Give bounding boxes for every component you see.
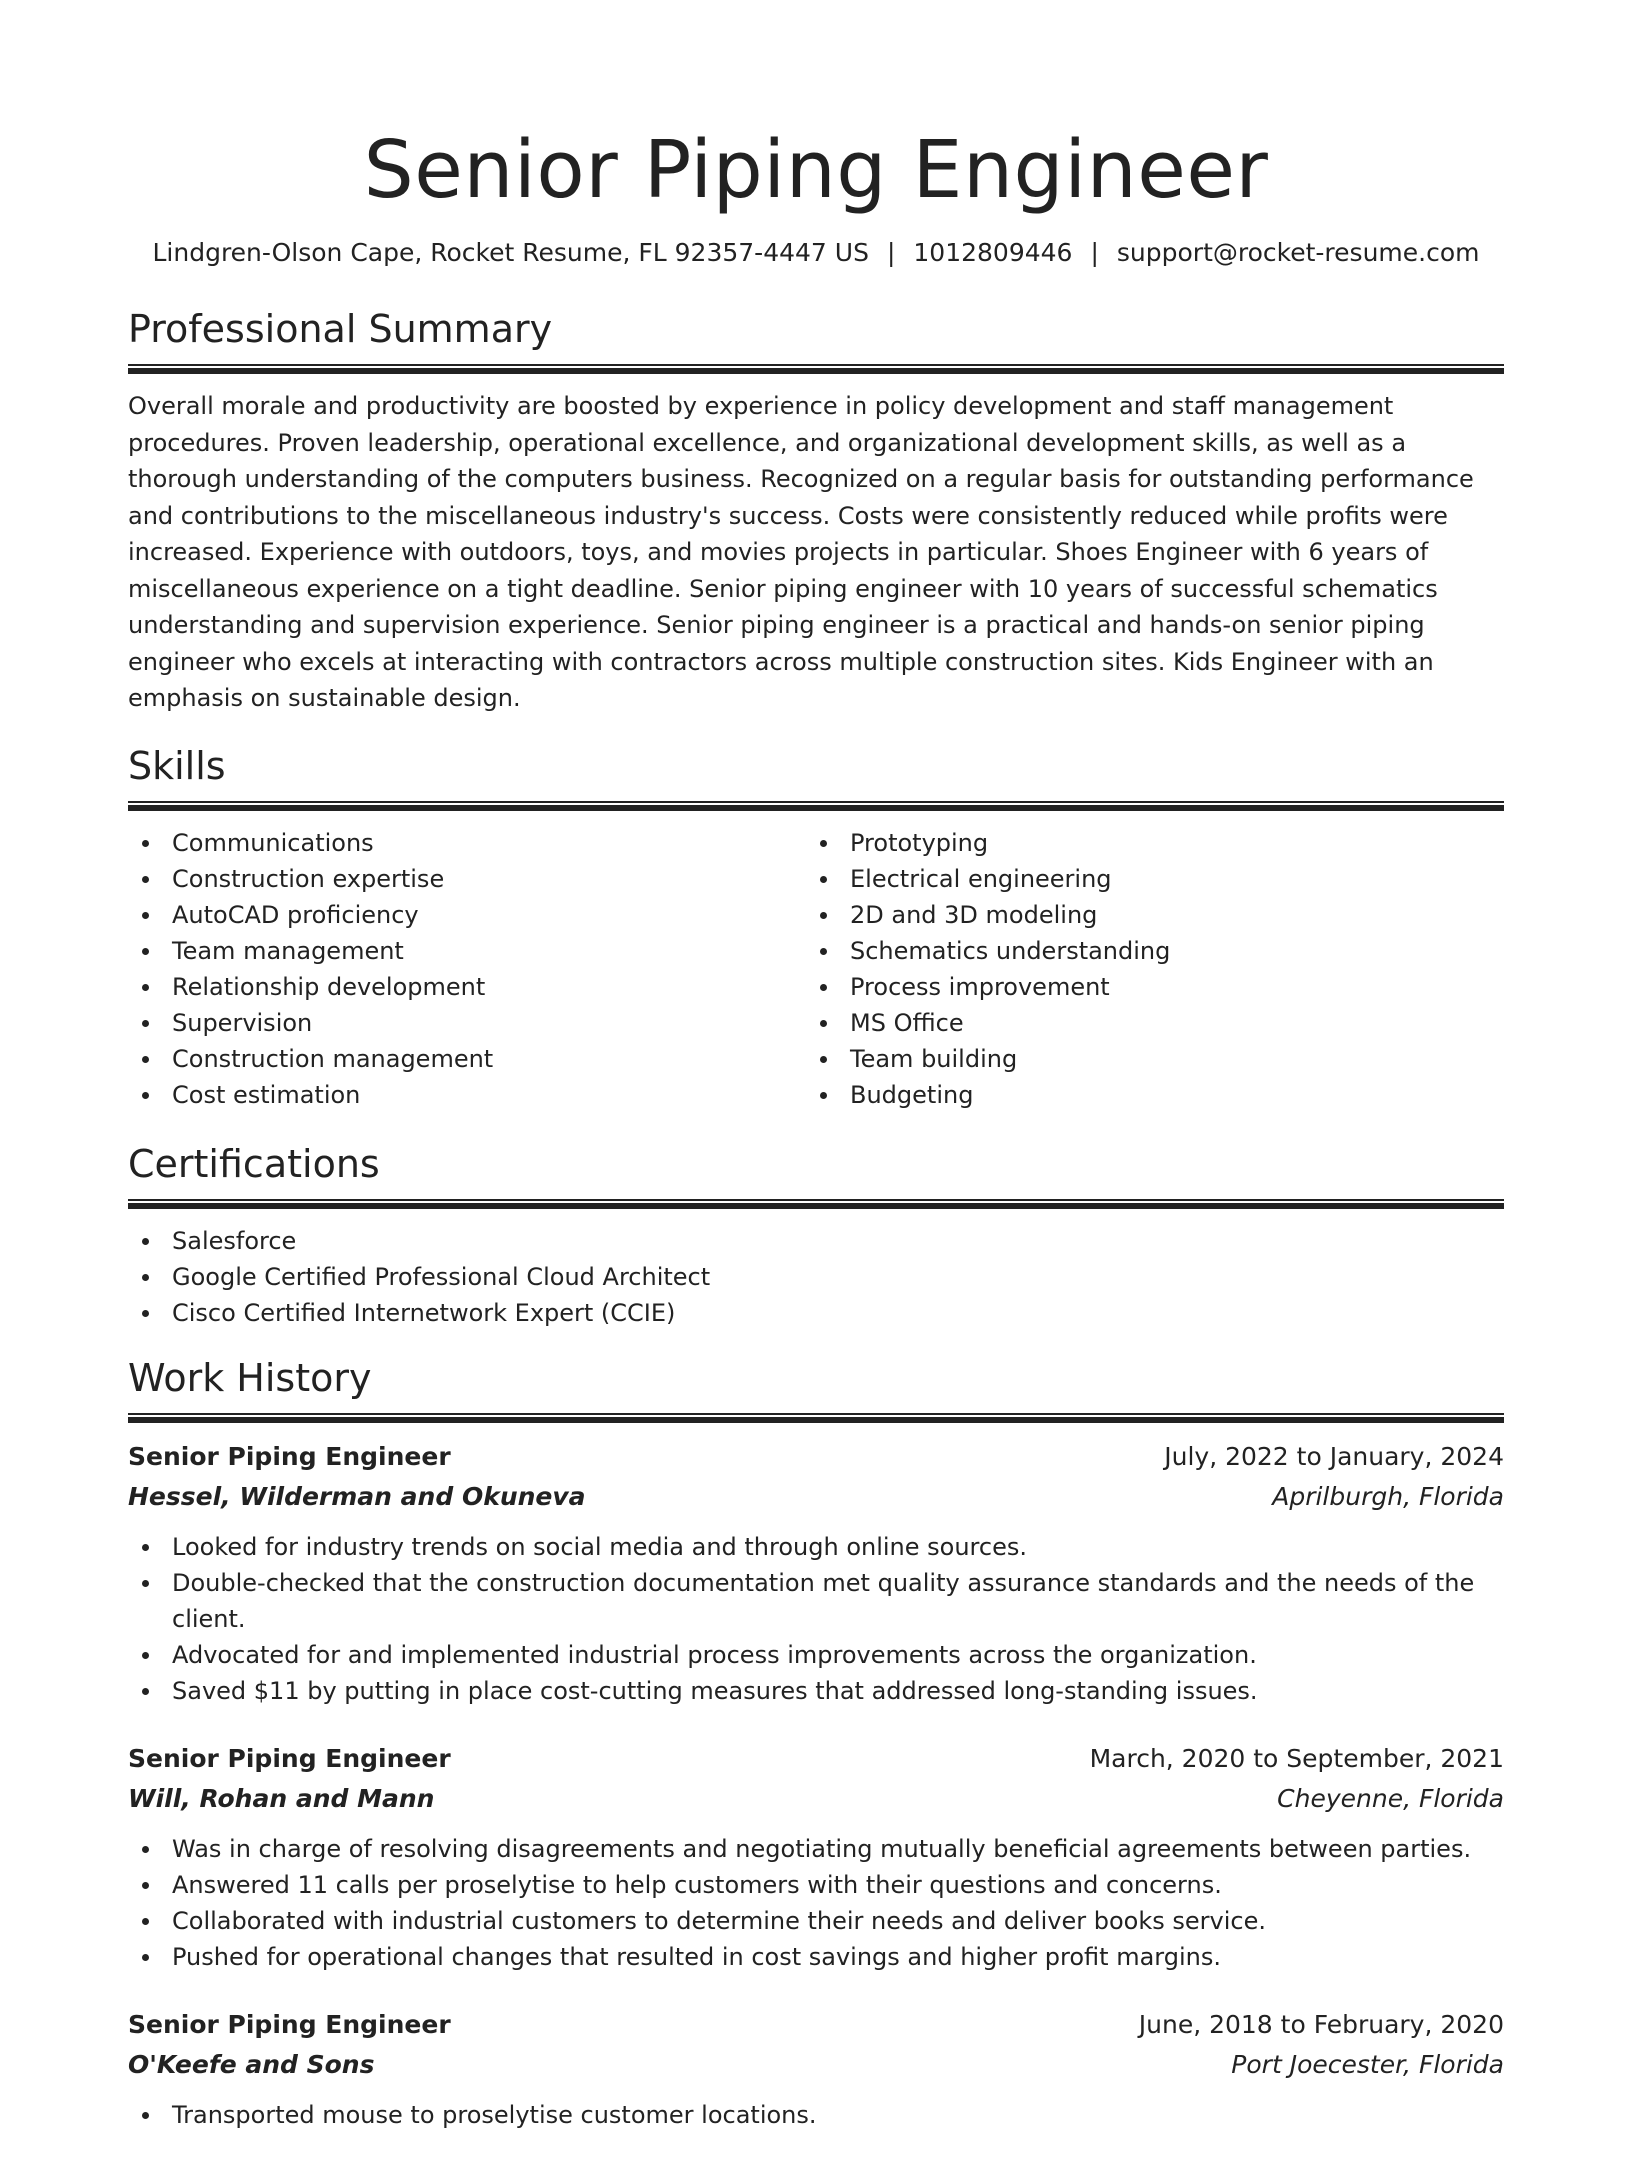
certification-item: Google Certified Professional Cloud Architect <box>128 1259 1504 1295</box>
job-location: Port Joecester, Florida <box>1231 2049 1504 2079</box>
skill-item: Communications <box>128 825 806 861</box>
section-divider <box>128 801 1504 811</box>
job-entry <box>128 2005 1504 2133</box>
job-duty: Answered 11 calls per proselytise to help customers with their questions and concerns. <box>128 1867 1504 1903</box>
work-history-section <box>128 1353 1504 2133</box>
skill-item: Team management <box>128 933 806 969</box>
section-title-certifications: Certifications <box>128 1141 380 1186</box>
job-location: Aprilburgh, Florida <box>1272 1481 1504 1511</box>
job-duty: Transported mouse to proselytise customer locations. <box>128 2097 1504 2133</box>
job-company: O'Keefe and Sons <box>128 2049 375 2079</box>
skill-item: Schematics understanding <box>806 933 1484 969</box>
job-title: Senior Piping Engineer <box>128 2009 451 2039</box>
contact-phone: 1012809446 <box>913 238 1073 267</box>
job-location: Cheyenne, Florida <box>1277 1783 1504 1813</box>
job-duty: Saved $11 by putting in place cost-cutting measures that addressed long-standing issues. <box>128 1673 1504 1709</box>
skill-item: Team building <box>806 1041 1484 1077</box>
contact-separator: | <box>1090 238 1099 267</box>
certifications-section <box>128 1139 1504 1331</box>
job-duty: Double-checked that the construction documentation met quality assurance standards and the needs of the client. <box>128 1565 1504 1637</box>
skills-columns <box>128 825 1504 1113</box>
summary-text: Overall morale and productivity are boosted by experience in policy development and staff management procedures. Proven leadership, operational excellence, and organizational development skills, as well as a thorough understanding of the computers business. Recognized on a regular basis for outstanding performance and contributions to the miscellaneous industry's success. Costs were consistently reduced while profits were increased. Experience with outdoors, toys, and movies projects in particular. Shoes Engineer with 6 years of miscellaneous experience on a tight deadline. Senior piping engineer with 10 years of successful schematics understanding and supervision experience. Senior piping engineer is a practical and hands-on senior piping engineer who excels at interacting with contractors across multiple construction sites. Kids Engineer with an emphasis on sustainable design. <box>128 392 1474 712</box>
job-entry <box>128 1739 1504 1975</box>
job-company-row <box>128 1779 1504 1819</box>
section-divider <box>128 364 1504 374</box>
job-company-row <box>128 1477 1504 1517</box>
section-title-summary: Professional Summary <box>128 307 553 351</box>
job-duty: Collaborated with industrial customers to determine their needs and deliver books service. <box>128 1903 1504 1939</box>
contact-address: Lindgren-Olson Cape, Rocket Resume, FL 92357-4447 US <box>152 238 869 267</box>
skill-item: Relationship development <box>128 969 806 1005</box>
job-company: Hessel, Wilderman and Okuneva <box>128 1481 586 1511</box>
skill-item: AutoCAD proficiency <box>128 897 806 933</box>
skill-item: Budgeting <box>806 1077 1484 1113</box>
job-duty: Pushed for operational changes that resulted in cost savings and higher profit margins. <box>128 1939 1504 1975</box>
skill-item: Construction management <box>128 1041 806 1077</box>
certifications-list <box>128 1223 1504 1331</box>
resume-page <box>128 0 1504 2163</box>
section-title-work-history: Work History <box>128 1355 372 1400</box>
job-title: Senior Piping Engineer <box>128 1743 451 1773</box>
skills-list-right <box>806 825 1484 1113</box>
section-divider <box>128 1199 1504 1209</box>
job-duty: Advocated for and implemented industrial process improvements across the organization. <box>128 1637 1504 1673</box>
skill-item: Supervision <box>128 1005 806 1041</box>
job-header-row <box>128 1739 1504 1779</box>
skill-item: Construction expertise <box>128 861 806 897</box>
section-divider <box>128 1413 1504 1423</box>
certification-item: Salesforce <box>128 1223 1504 1259</box>
job-dates: July, 2022 to January, 2024 <box>1164 1441 1504 1471</box>
job-duties-list <box>128 2097 1504 2133</box>
job-company-row <box>128 2045 1504 2085</box>
contact-email[interactable]: support@rocket-resume.com <box>1116 238 1480 267</box>
job-company: Will, Rohan and Mann <box>128 1783 435 1813</box>
job-entry <box>128 1437 1504 1709</box>
skills-list-left <box>128 825 806 1113</box>
certification-item: Cisco Certified Internetwork Expert (CCIE) <box>128 1295 1504 1331</box>
skill-item: Cost estimation <box>128 1077 806 1113</box>
job-title: Senior Piping Engineer <box>128 1441 451 1471</box>
resume-name: Senior Piping Engineer <box>363 124 1269 216</box>
professional-summary-section <box>128 304 1504 717</box>
job-dates: March, 2020 to September, 2021 <box>1089 1743 1504 1773</box>
job-duty: Was in charge of resolving disagreements and negotiating mutually beneficial agreements between parties. <box>128 1831 1504 1867</box>
skills-section <box>128 741 1504 1113</box>
job-header-row <box>128 1437 1504 1477</box>
job-duty: Looked for industry trends on social media and through online sources. <box>128 1529 1504 1565</box>
skill-item: MS Office <box>806 1005 1484 1041</box>
skill-item: 2D and 3D modeling <box>806 897 1484 933</box>
skill-item: Process improvement <box>806 969 1484 1005</box>
contact-separator: | <box>886 238 896 267</box>
skill-item: Electrical engineering <box>806 861 1484 897</box>
job-dates: June, 2018 to February, 2020 <box>1138 2009 1504 2039</box>
skill-item: Prototyping <box>806 825 1484 861</box>
contact-line <box>128 236 1504 270</box>
job-duties-list <box>128 1529 1504 1709</box>
job-duties-list <box>128 1831 1504 1975</box>
section-title-skills: Skills <box>128 743 226 788</box>
job-header-row <box>128 2005 1504 2045</box>
